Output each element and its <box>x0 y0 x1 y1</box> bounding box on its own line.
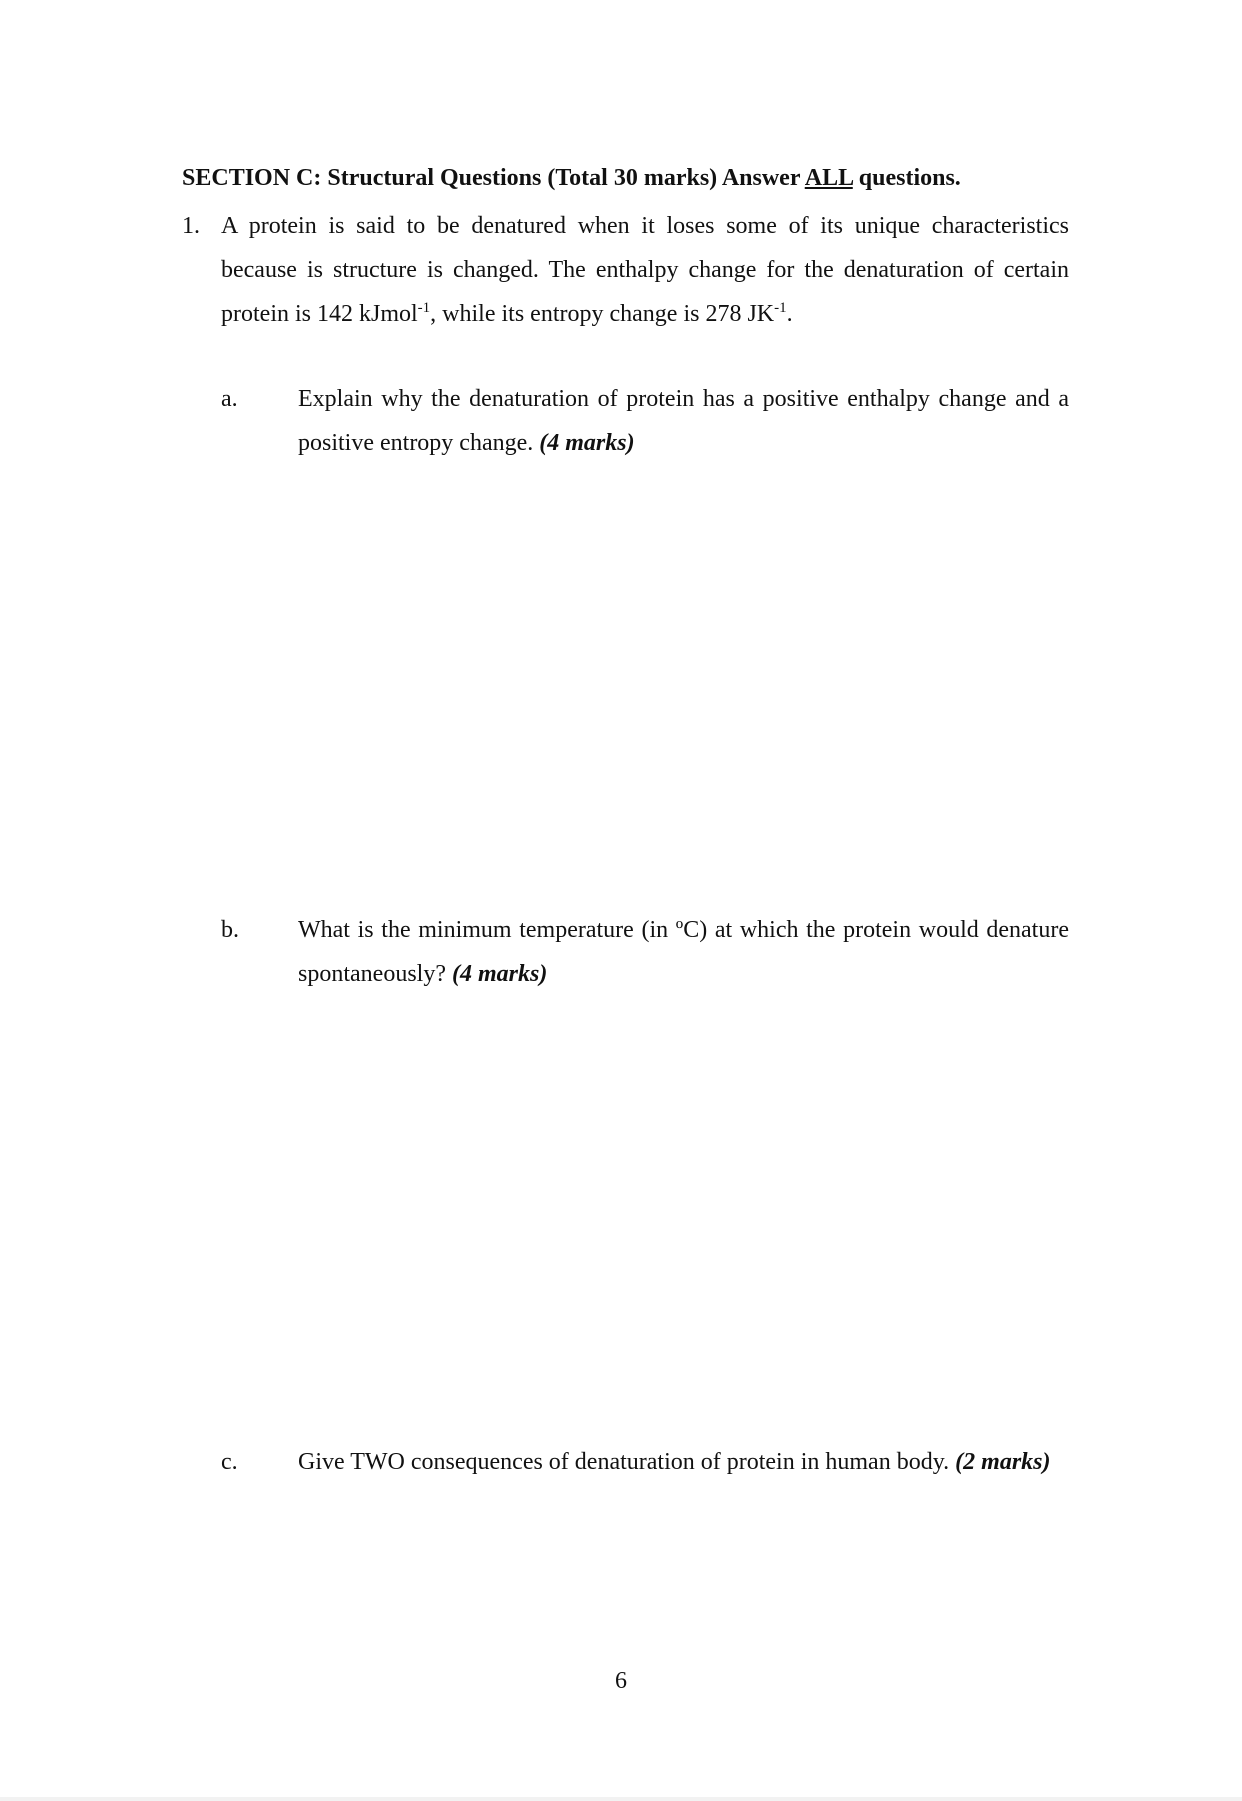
superscript-unit-1: -1 <box>417 300 431 316</box>
sub-question-text-c <box>298 1440 1069 1484</box>
section-title-before: SECTION C: Structural Questions (Total 30 marks) Answer <box>182 165 805 191</box>
section-title-underlined: ALL <box>804 165 853 191</box>
page-bottom-edge <box>0 1797 1242 1801</box>
sub-question-label-b: b. <box>221 917 239 943</box>
section-heading <box>182 160 1082 196</box>
page-number: 6 <box>615 1668 627 1694</box>
marks-c: (2 marks) <box>955 1449 1051 1475</box>
sub-question-label-a: a. <box>221 386 238 412</box>
marks-b: (4 marks) <box>451 961 548 987</box>
question-stem-part1: A protein is said to be denatured when it loses some of its unique characteristics because is structure is changed. The enthalpy change for the denaturation of certain protein is 142 kJmol <box>221 213 1069 327</box>
sub-question-body-a: Explain why the denaturation of protein has a positive enthalpy change and a positive entropy change. <box>298 386 1069 456</box>
question-stem-part3: . <box>786 301 793 327</box>
sub-question-body-c: Give TWO consequences of denaturation of protein in human body. <box>298 1449 956 1475</box>
sub-question-text-b <box>298 908 1069 996</box>
superscript-unit-2: -1 <box>774 300 787 316</box>
sub-question-label-c: c. <box>221 1449 238 1475</box>
question-stem <box>221 204 1069 336</box>
section-title-after: questions. <box>852 165 961 191</box>
sub-question-body-b: What is the minimum temperature (in ºC) at which the protein would denature spontaneously? <box>298 917 1069 987</box>
question-number: 1. <box>182 213 200 239</box>
marks-a: (4 marks) <box>539 430 635 456</box>
question-stem-part2: , while its entropy change is 278 JK <box>430 301 775 327</box>
sub-question-text-a <box>298 377 1069 465</box>
